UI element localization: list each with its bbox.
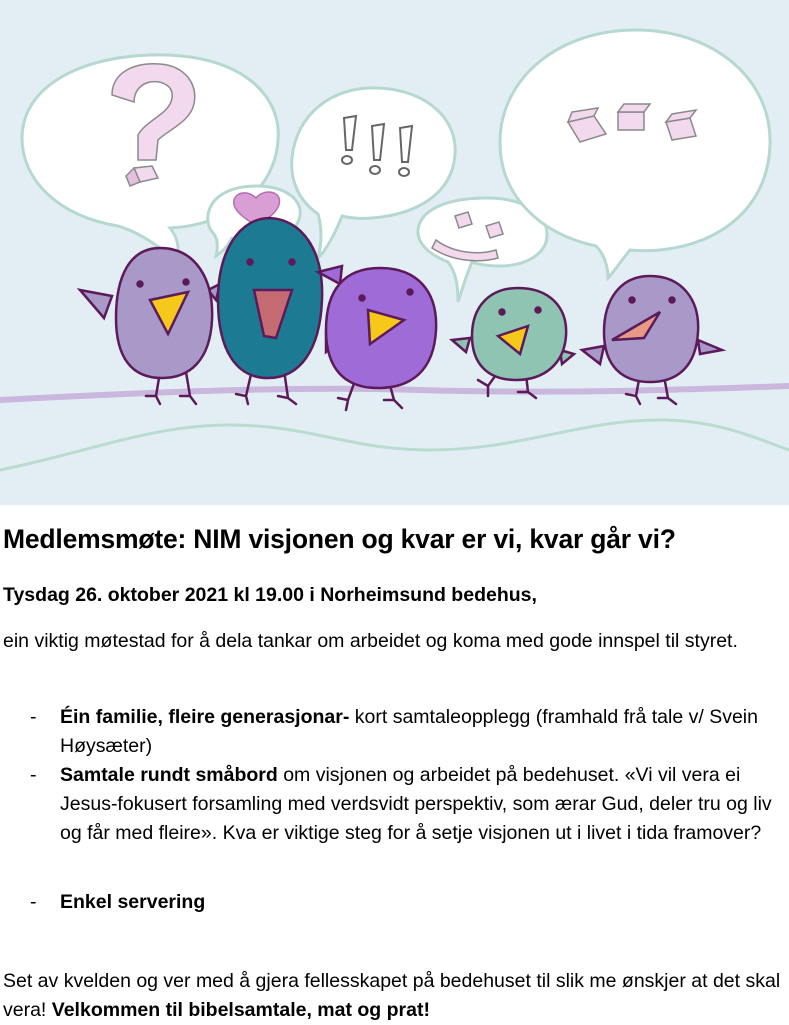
agenda-item — [0, 703, 775, 761]
agenda-item — [0, 761, 775, 848]
event-date: Tysdag 26. oktober 2021 kl 19.00 i Norheimsund bedehus, — [3, 584, 537, 606]
list-dash: - — [30, 764, 37, 786]
page-title: Medlemsmøte: NIM visjonen og kvar er vi, kvar går vi? — [3, 524, 676, 554]
list-dash: - — [30, 706, 37, 728]
agenda-list — [0, 703, 789, 917]
hero-illustration — [0, 0, 789, 505]
closing-welcome: Velkommen til bibelsamtale, mat og prat! — [51, 999, 430, 1021]
agenda-item-text: om visjonen og arbeidet på bedehuset. «Vi vil vera ei Jesus-fokusert forsamling med verdsvidt perspektiv, som ærar Gud, deler tru og liv og får med fleire». Kva er viktige steg for å setje visjonen ut i livet i tida framover? — [60, 764, 772, 844]
intro-text: ein viktig møtestad for å dela tankar om arbeidet og koma med gode innspel til styret. — [3, 630, 738, 652]
agenda-item-text: kort samtaleopplegg (framhald frå tale v/ Svein Høysæter) — [60, 706, 758, 757]
agenda-item-heading: Éin familie, fleire generasjonar- — [60, 706, 350, 728]
agenda-item — [0, 888, 775, 917]
closing-sentence: Set av kvelden og ver med å gjera fellesskapet på bedehuset til slik me ønskjer at det skal vera! — [3, 970, 781, 1021]
closing-text — [3, 967, 785, 1025]
list-dash: - — [30, 891, 37, 913]
agenda-item-heading: Enkel servering — [60, 891, 206, 913]
agenda-item-heading: Samtale rundt småbord — [60, 764, 278, 786]
